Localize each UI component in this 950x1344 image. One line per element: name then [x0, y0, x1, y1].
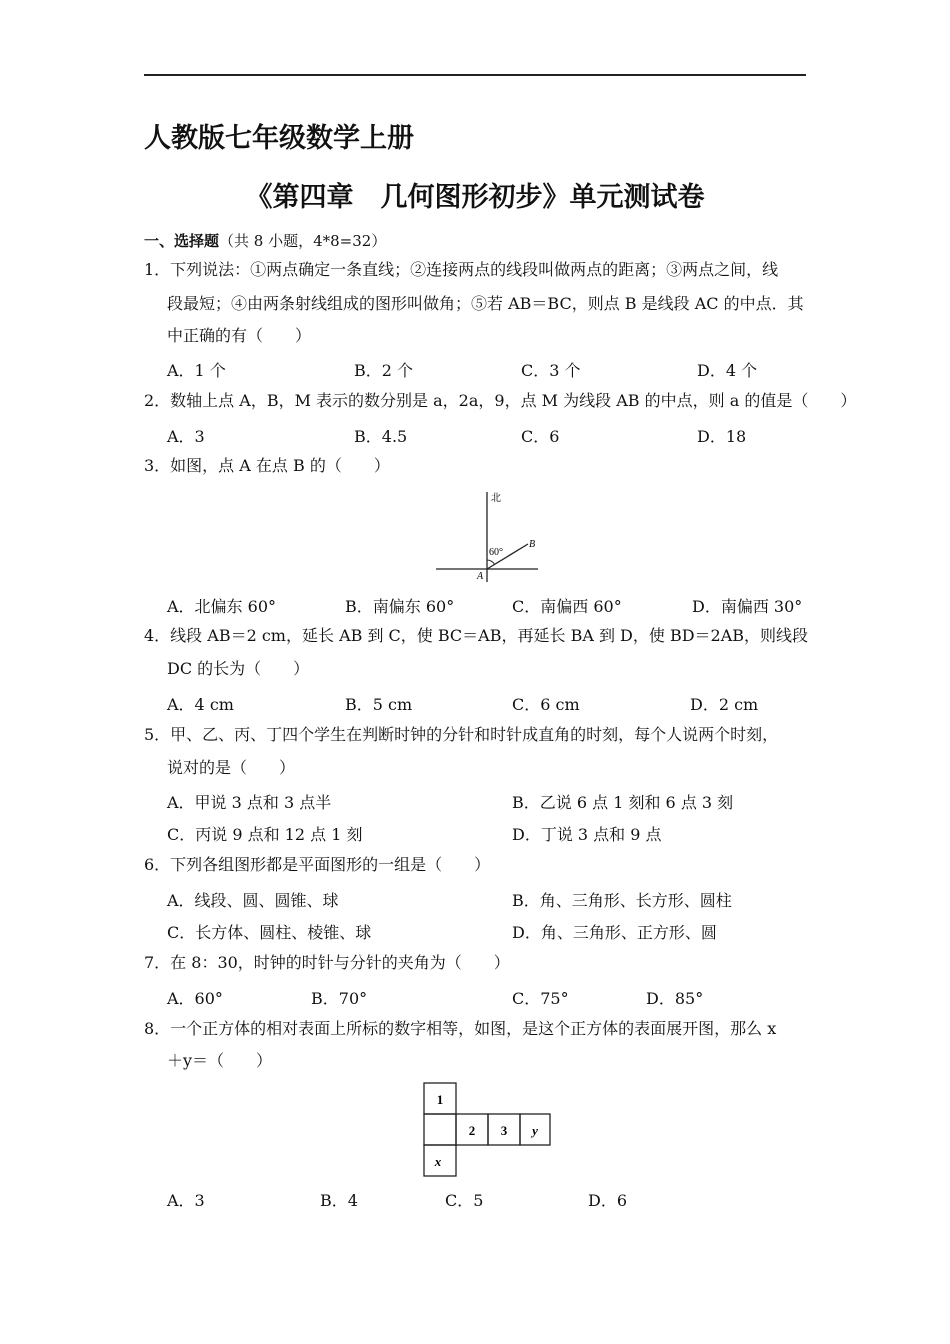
net-label-y: y	[532, 1123, 538, 1138]
question-1-option-b: B．2 个	[354, 361, 414, 380]
angle-arc	[487, 560, 495, 565]
question-8-line-1: 8．一个正方体的相对表面上所标的数字相等，如图，是这个正方体的表面展开图，那么 x	[144, 1019, 777, 1038]
question-5-line-2: 说对的是（ ）	[167, 758, 296, 777]
net-label-3: 3	[500, 1123, 508, 1138]
net-label-1: 1	[436, 1092, 444, 1107]
question-1-option-d: D．4 个	[697, 361, 758, 380]
question-7-line-1: 7．在 8：30，时钟的时针与分针的夹角为（ ）	[144, 953, 510, 972]
question-6-option-d: D．角、三角形、正方形、圆	[512, 923, 717, 942]
question-6-option-b: B．角、三角形、长方形、圆柱	[512, 891, 732, 910]
direction-figure	[430, 486, 550, 586]
question-2-line-1: 2．数轴上点 A，B，M 表示的数分别是 a，2a，9，点 M 为线段 AB 的中点，则 a 的值是（ ）	[144, 391, 857, 410]
question-4-option-c: C．6 cm	[512, 695, 580, 714]
top-rule	[144, 74, 806, 76]
question-3-option-b: B．南偏东 60°	[345, 597, 455, 616]
cube-net-figure	[420, 1081, 555, 1179]
question-2-option-b: B．4.5	[354, 427, 408, 446]
question-2-option-c: C．6	[521, 427, 560, 446]
question-6-option-c: C．长方体、圆柱、棱锥、球	[167, 923, 372, 942]
angle-label: 60°	[489, 547, 503, 558]
document-title: 人教版七年级数学上册	[144, 123, 414, 154]
net-label-2: 2	[468, 1123, 476, 1138]
question-2-option-d: D．18	[697, 427, 747, 446]
question-5-option-c: C．丙说 9 点和 12 点 1 刻	[167, 825, 363, 844]
question-1-line-3: 中正确的有（ ）	[167, 326, 312, 345]
question-1-option-c: C．3 个	[521, 361, 581, 380]
question-7-option-c: C．75°	[512, 989, 569, 1008]
question-1-option-a: A．1 个	[167, 361, 226, 380]
section-note: （共 8 小题，4*8=32）	[219, 232, 387, 250]
question-5-option-b: B．乙说 6 点 1 刻和 6 点 3 刻	[512, 793, 734, 812]
section-label: 一、选择题	[144, 232, 220, 250]
question-4-option-d: D．2 cm	[690, 695, 759, 714]
question-7-option-a: A．60°	[167, 989, 223, 1008]
question-8-option-a: A．3	[167, 1191, 205, 1210]
question-4-line-2: DC 的长为（ ）	[167, 659, 310, 678]
question-3-option-c: C．南偏西 60°	[512, 597, 622, 616]
net-cell-blank	[424, 1114, 456, 1145]
question-4-line-1: 4．线段 AB＝2 cm，延长 AB 到 C，使 BC＝AB，再延长 BA 到 D，使 BD＝2AB，则线段	[144, 626, 809, 645]
question-8-option-d: D．6	[588, 1191, 628, 1210]
question-8-option-b: B．4	[320, 1191, 358, 1210]
question-8-option-c: C．5	[445, 1191, 484, 1210]
question-8-line-2: ＋y＝（ ）	[167, 1051, 273, 1070]
question-2-option-a: A．3	[167, 427, 205, 446]
north-label: 北	[491, 493, 501, 504]
question-3-line-1: 3．如图，点 A 在点 B 的（ ）	[144, 456, 390, 475]
question-6-line-1: 6．下列各组图形都是平面图形的一组是（ ）	[144, 855, 491, 874]
point-b-label: B	[529, 539, 536, 550]
net-label-x: x	[434, 1154, 442, 1169]
question-5-line-1: 5．甲、乙、丙、丁四个学生在判断时钟的分针和时针成直角的时刻，每个人说两个时刻，	[144, 725, 779, 744]
question-3-option-a: A．北偏东 60°	[167, 597, 277, 616]
question-5-option-a: A．甲说 3 点和 3 点半	[167, 793, 332, 812]
question-4-option-a: A．4 cm	[167, 695, 234, 714]
question-3-option-d: D．南偏西 30°	[692, 597, 803, 616]
question-1-line-1: 1．下列说法：①两点确定一条直线；②连接两点的线段叫做两点的距离；③两点之间，线	[144, 260, 779, 279]
section-heading	[144, 230, 386, 251]
point-a-label: A	[477, 571, 484, 582]
question-7-option-d: D．85°	[646, 989, 704, 1008]
question-4-option-b: B．5 cm	[345, 695, 413, 714]
document-subtitle: 《第四章 几何图形初步》单元测试卷	[245, 182, 705, 213]
question-5-option-d: D．丁说 3 点和 9 点	[512, 825, 662, 844]
question-1-line-2: 段最短；④由两条射线组成的图形叫做角；⑤若 AB＝BC，则点 B 是线段 AC 的中点．其	[167, 294, 804, 313]
question-7-option-b: B．70°	[311, 989, 368, 1008]
question-6-option-a: A．线段、圆、圆锥、球	[167, 891, 339, 910]
